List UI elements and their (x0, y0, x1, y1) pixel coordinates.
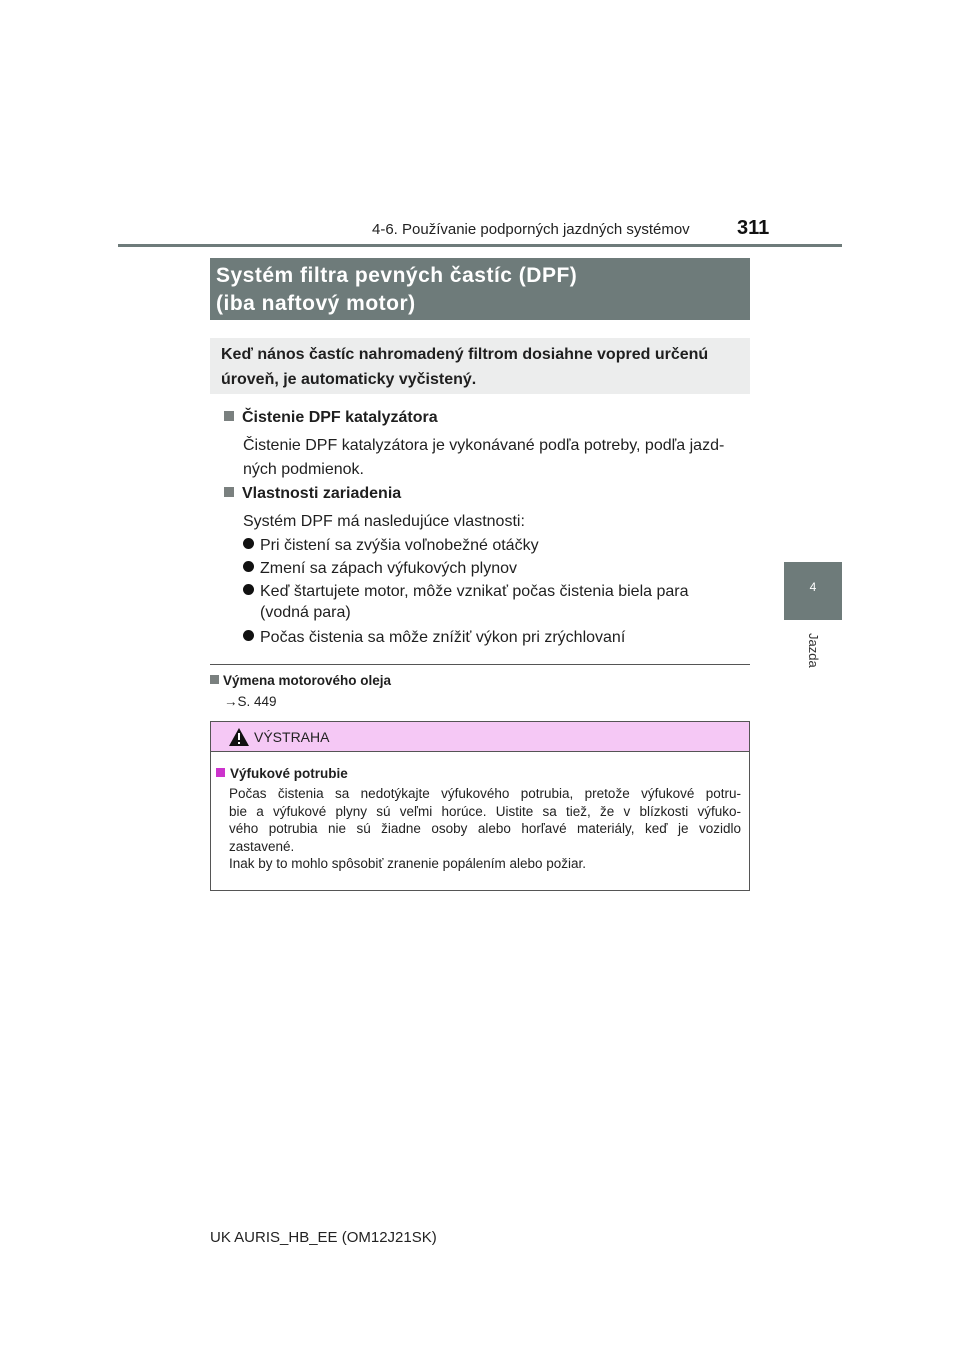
square-bullet-icon (216, 768, 225, 777)
warning-triangle-icon (229, 728, 249, 746)
list-item: Počas čistenia sa môže znížiť výkon pri zrýchlovaní (243, 626, 625, 650)
square-bullet-icon (224, 411, 234, 421)
arrow-right-icon: → (224, 694, 238, 709)
bullet-dot-icon (243, 538, 254, 549)
features-intro: Systém DPF má nasledujúce vlastnosti: (243, 513, 525, 530)
summary-line2: úroveň, je automaticky vyčistený. (221, 371, 477, 388)
warning-label: VÝSTRAHA (254, 729, 330, 745)
chapter-label (784, 625, 842, 685)
square-bullet-icon (210, 675, 219, 684)
chapter-label-text: Jazda (806, 633, 821, 668)
section-divider (210, 664, 750, 665)
bullet-dot-icon (243, 630, 254, 641)
summary-box (210, 338, 750, 394)
page-reference: S. 449 (237, 694, 277, 709)
chapter-tab (784, 562, 842, 620)
section-title-line1: Systém filtra pevných častíc (DPF) (216, 264, 578, 287)
section-title-line2: (iba naftový motor) (216, 292, 416, 315)
header-rule (118, 244, 842, 247)
cleaning-body: Čistenie DPF katalyzátora je vykonávané podľa potreby, podľa jazd- ných podmienok. (243, 437, 725, 478)
list-item: Pri čistení sa zvýšia voľnobežné otáčky (243, 534, 539, 558)
running-header-section: 4-6. Používanie podporných jazdných systémov (372, 221, 690, 238)
warning-header (211, 722, 749, 752)
list-item-continuation: (vodná para) (260, 604, 351, 621)
bullet-dot-icon (243, 561, 254, 572)
square-bullet-icon (224, 487, 234, 497)
warning-heading: Výfukové potrubie (216, 766, 348, 781)
footer-model-code: UK AURIS_HB_EE (OM12J21SK) (210, 1229, 437, 1246)
bullet-dot-icon (243, 584, 254, 595)
summary-line1: Keď nános častíc nahromadený filtrom dosiahne vopred určenú (221, 346, 709, 363)
chapter-tab-number: 4 (809, 580, 817, 594)
section-title (210, 258, 750, 320)
list-item: Zmení sa zápach výfukových plynov (243, 557, 517, 581)
subsection-heading-features: Vlastnosti zariadenia (224, 485, 401, 503)
warning-box (210, 721, 750, 891)
warning-body: Počas čistenia sa nedotýkajte výfukového potrubia, pretože výfukové potru- bie a výfukové plyny sú veľmi horúce. Uistite sa tiež, že v blízkosti výfuko- vého potrubia nie sú žiadne osoby alebo horľavé materiály, keď je vozidlo zastavené. Inak by to mohlo spôsobiť zranenie popálením alebo požiar. (229, 786, 741, 871)
subsection-heading-cleaning: Čistenie DPF katalyzátora (224, 409, 438, 427)
note-heading: Výmena motorového oleja (210, 673, 391, 688)
note-reference[interactable] (224, 694, 277, 709)
page-number: 311 (737, 217, 770, 239)
list-item: Keď štartujete motor, môže vznikať počas čistenia biela para (243, 580, 689, 604)
